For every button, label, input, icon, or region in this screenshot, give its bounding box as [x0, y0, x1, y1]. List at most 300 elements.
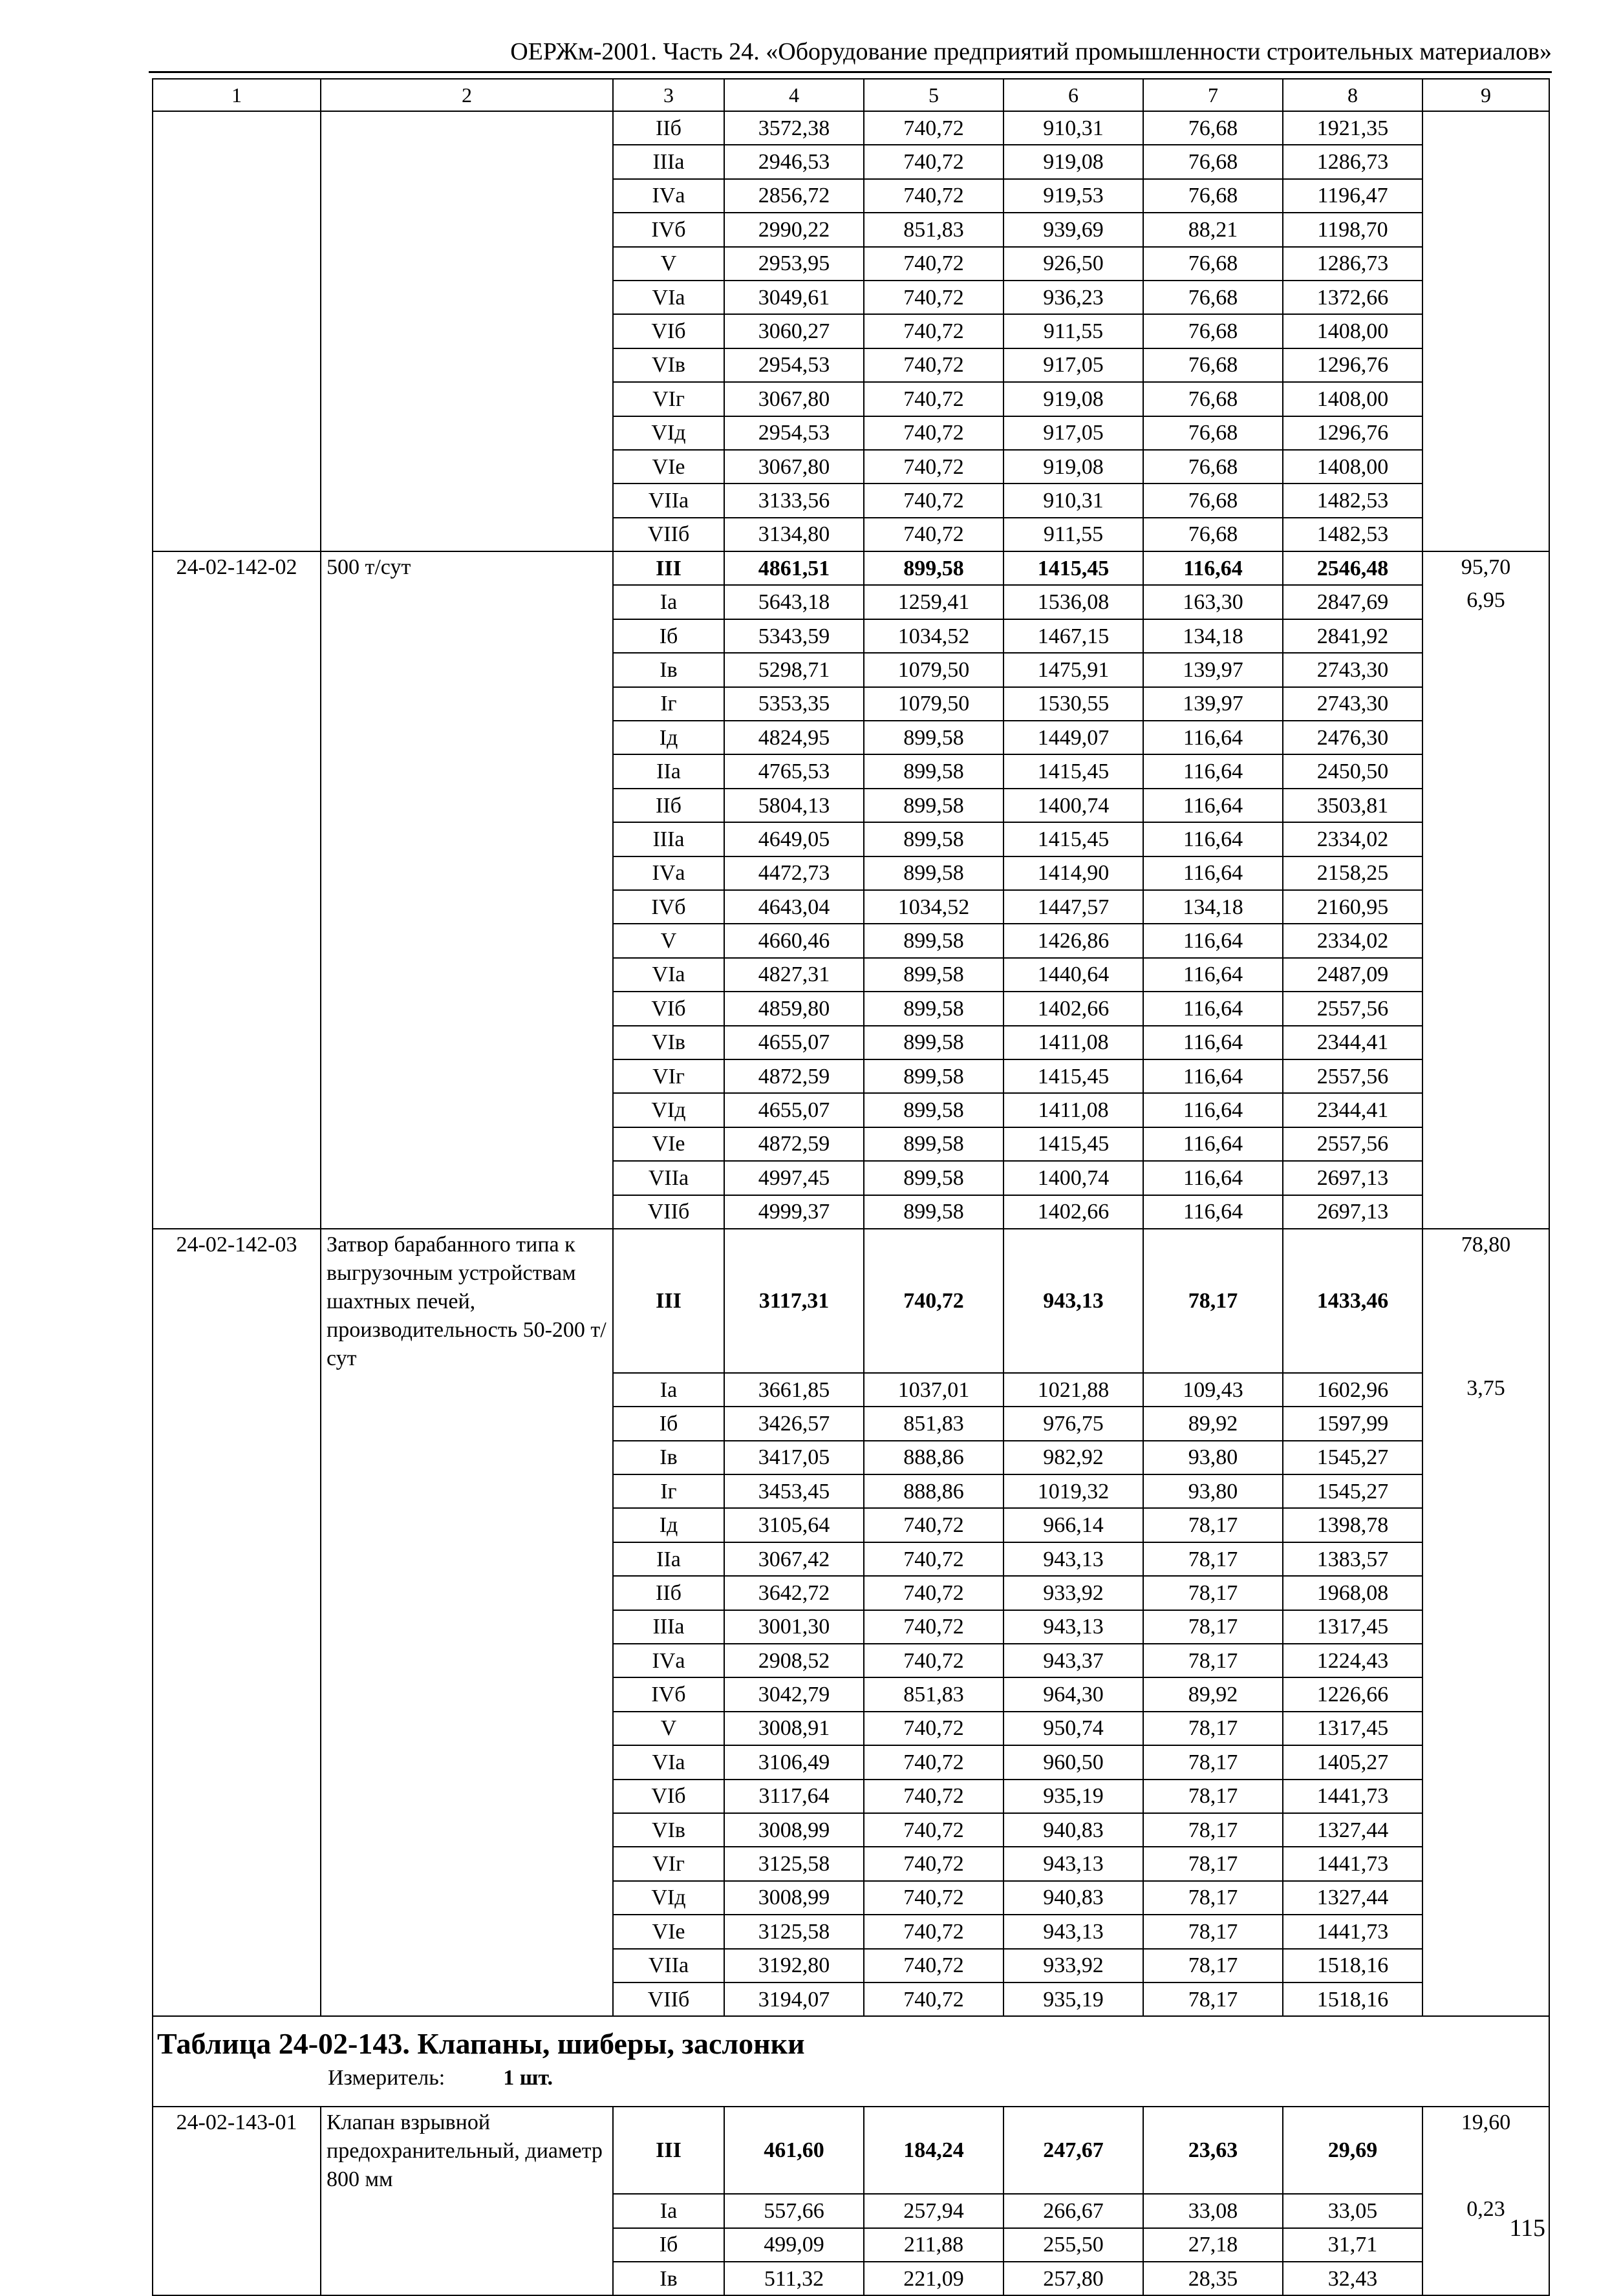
column-number-row: [153, 79, 1549, 111]
extra-cell: [1422, 1407, 1549, 1440]
value-cell: 1383,57: [1283, 1542, 1422, 1576]
value-cell: 3067,80: [724, 382, 864, 416]
zone-cell: VIа: [613, 1745, 724, 1779]
rate-name: [321, 789, 613, 822]
extra-cell: [1422, 1915, 1549, 1948]
value-cell: 899,58: [864, 789, 1004, 822]
value-cell: 116,64: [1143, 924, 1283, 957]
value-cell: 78,17: [1143, 1745, 1283, 1779]
rate-code: [153, 721, 321, 754]
table-row: [153, 1127, 1549, 1161]
rate-name: [321, 992, 613, 1025]
table-row: [153, 1407, 1549, 1440]
value-cell: 3042,79: [724, 1677, 864, 1711]
zone-cell: VIв: [613, 1026, 724, 1059]
value-cell: 740,72: [864, 1813, 1004, 1847]
value-cell: 2546,48: [1283, 551, 1422, 585]
value-cell: 1441,73: [1283, 1847, 1422, 1880]
value-cell: 2334,02: [1283, 822, 1422, 856]
value-cell: 950,74: [1004, 1712, 1143, 1745]
zone-cell: Iв: [613, 2262, 724, 2295]
value-cell: 163,30: [1143, 585, 1283, 619]
table-row: [153, 382, 1549, 416]
zone-cell: Iг: [613, 1474, 724, 1508]
value-cell: 899,58: [864, 1127, 1004, 1161]
value-cell: 1226,66: [1283, 1677, 1422, 1711]
value-cell: 1440,64: [1004, 958, 1143, 992]
zone-cell: IVб: [613, 213, 724, 246]
extra-cell: [1422, 518, 1549, 551]
value-cell: 740,72: [864, 1780, 1004, 1813]
value-cell: 5353,35: [724, 687, 864, 721]
value-cell: 1447,57: [1004, 890, 1143, 924]
rate-code: [153, 585, 321, 619]
value-cell: 78,17: [1143, 1982, 1283, 2016]
value-cell: 1079,50: [864, 687, 1004, 721]
rate-code: [153, 450, 321, 484]
value-cell: 1402,66: [1004, 992, 1143, 1025]
extra-cell: [1422, 281, 1549, 314]
value-cell: 76,68: [1143, 382, 1283, 416]
rate-code: [153, 145, 321, 178]
zone-cell: VIе: [613, 450, 724, 484]
rate-name: [321, 1127, 613, 1161]
value-cell: 740,72: [864, 1644, 1004, 1677]
rate-name: [321, 1059, 613, 1093]
extra-cell: [1422, 1093, 1549, 1127]
value-cell: 2856,72: [724, 179, 864, 213]
value-cell: 29,69: [1283, 2107, 1422, 2194]
value-cell: 1372,66: [1283, 281, 1422, 314]
rates-table: [152, 78, 1550, 2296]
value-cell: 740,72: [864, 1712, 1004, 1745]
value-cell: 1411,08: [1004, 1093, 1143, 1127]
value-cell: 4649,05: [724, 822, 864, 856]
rate-name: [321, 1881, 613, 1915]
value-cell: 116,64: [1143, 1093, 1283, 1127]
value-cell: 76,68: [1143, 145, 1283, 178]
rate-code: [153, 1093, 321, 1127]
table-row: [153, 450, 1549, 484]
extra-cell: [1422, 1576, 1549, 1610]
value-cell: 31,71: [1283, 2228, 1422, 2262]
value-cell: 899,58: [864, 992, 1004, 1025]
value-cell: 1441,73: [1283, 1780, 1422, 1813]
table-row: [153, 585, 1549, 619]
value-cell: 3117,64: [724, 1780, 864, 1813]
section-title: Таблица 24-02-143. Клапаны, шиберы, заслонки: [157, 2027, 805, 2061]
value-cell: 1408,00: [1283, 314, 1422, 348]
zone-cell: Iа: [613, 585, 724, 619]
zone-cell: VIа: [613, 958, 724, 992]
table-row: [153, 1610, 1549, 1644]
rate-code: [153, 1949, 321, 1982]
rate-code: [153, 653, 321, 686]
rate-name: [321, 585, 613, 619]
header-rule: [149, 71, 1552, 73]
value-cell: 1317,45: [1283, 1712, 1422, 1745]
rate-code: 24-02-142-02: [153, 551, 321, 585]
value-cell: 3067,42: [724, 1542, 864, 1576]
zone-cell: VIб: [613, 314, 724, 348]
rates-table-wrapper: [152, 78, 1549, 2296]
rate-name: [321, 1441, 613, 1474]
value-cell: 1079,50: [864, 653, 1004, 686]
value-cell: 899,58: [864, 1026, 1004, 1059]
value-cell: 257,80: [1004, 2262, 1143, 2295]
page-number: 115: [1509, 2215, 1545, 2242]
rate-code: [153, 1813, 321, 1847]
zone-cell: VIд: [613, 416, 724, 450]
value-cell: 511,32: [724, 2262, 864, 2295]
value-cell: 851,83: [864, 213, 1004, 246]
zone-cell: VIа: [613, 281, 724, 314]
table-row: [153, 721, 1549, 754]
value-cell: 1198,70: [1283, 213, 1422, 246]
value-cell: 851,83: [864, 1407, 1004, 1440]
table-row: [153, 1026, 1549, 1059]
rate-name: [321, 111, 613, 145]
rate-name: [321, 382, 613, 416]
zone-cell: Iг: [613, 687, 724, 721]
value-cell: 1327,44: [1283, 1813, 1422, 1847]
table-row: [153, 1745, 1549, 1779]
table-row: [153, 924, 1549, 957]
rate-code: [153, 1982, 321, 2016]
value-cell: 964,30: [1004, 1677, 1143, 1711]
rate-code: [153, 856, 321, 890]
table-row: [153, 314, 1549, 348]
zone-cell: IIа: [613, 1542, 724, 1576]
rate-code: [153, 2228, 321, 2262]
rate-name: [321, 281, 613, 314]
zone-cell: Iв: [613, 653, 724, 686]
value-cell: 2557,56: [1283, 992, 1422, 1025]
rate-code: [153, 1407, 321, 1440]
extra-cell: [1422, 145, 1549, 178]
value-cell: 184,24: [864, 2107, 1004, 2194]
rate-code: [153, 1881, 321, 1915]
table-row: [153, 1712, 1549, 1745]
table-row: [153, 1847, 1549, 1880]
value-cell: 1530,55: [1004, 687, 1143, 721]
value-cell: 3133,56: [724, 484, 864, 517]
value-cell: 2476,30: [1283, 721, 1422, 754]
value-cell: 888,86: [864, 1441, 1004, 1474]
extra-cell: [1422, 179, 1549, 213]
zone-cell: Iб: [613, 619, 724, 653]
value-cell: 5298,71: [724, 653, 864, 686]
rate-code: [153, 1644, 321, 1677]
value-cell: 899,58: [864, 721, 1004, 754]
extra-cell: [1422, 721, 1549, 754]
value-cell: 257,94: [864, 2194, 1004, 2227]
zone-cell: IVа: [613, 1644, 724, 1677]
rate-code: [153, 1847, 321, 1880]
value-cell: 78,17: [1143, 1780, 1283, 1813]
value-cell: 3417,05: [724, 1441, 864, 1474]
value-cell: 740,72: [864, 314, 1004, 348]
value-cell: 2743,30: [1283, 687, 1422, 721]
extra-cell: 19,60: [1422, 2107, 1549, 2194]
value-cell: 899,58: [864, 822, 1004, 856]
value-cell: 2334,02: [1283, 924, 1422, 957]
rate-code: [153, 1161, 321, 1195]
extra-cell: 6,95: [1422, 585, 1549, 619]
value-cell: 1921,35: [1283, 111, 1422, 145]
table-row: [153, 1474, 1549, 1508]
table-row: [153, 1644, 1549, 1677]
table-row: [153, 1195, 1549, 1229]
rate-name: [321, 856, 613, 890]
value-cell: 1037,01: [864, 1373, 1004, 1407]
value-cell: 1400,74: [1004, 1161, 1143, 1195]
table-row: [153, 1542, 1549, 1576]
zone-cell: VIг: [613, 1059, 724, 1093]
value-cell: 134,18: [1143, 890, 1283, 924]
value-cell: 116,64: [1143, 789, 1283, 822]
table-row: [153, 281, 1549, 314]
value-cell: 917,05: [1004, 348, 1143, 382]
value-cell: 926,50: [1004, 247, 1143, 281]
value-cell: 1414,90: [1004, 856, 1143, 890]
value-cell: 78,17: [1143, 1949, 1283, 1982]
table-row: [153, 1161, 1549, 1195]
column-number: 3: [613, 79, 724, 111]
value-cell: 4859,80: [724, 992, 864, 1025]
rate-code: [153, 687, 321, 721]
value-cell: 933,92: [1004, 1576, 1143, 1610]
rate-name: [321, 1610, 613, 1644]
value-cell: 851,83: [864, 1677, 1004, 1711]
value-cell: 93,80: [1143, 1474, 1283, 1508]
value-cell: 78,17: [1143, 1712, 1283, 1745]
value-cell: 1518,16: [1283, 1949, 1422, 1982]
value-cell: 935,19: [1004, 1780, 1143, 1813]
rate-name: [321, 213, 613, 246]
extra-cell: [1422, 314, 1549, 348]
rate-name: [321, 1982, 613, 2016]
table-row: [153, 653, 1549, 686]
value-cell: 740,72: [864, 1542, 1004, 1576]
value-cell: 33,05: [1283, 2194, 1422, 2227]
value-cell: 740,72: [864, 1229, 1004, 1373]
rate-code: [153, 890, 321, 924]
rate-code: [153, 754, 321, 788]
value-cell: 211,88: [864, 2228, 1004, 2262]
value-cell: 2946,53: [724, 145, 864, 178]
value-cell: 76,68: [1143, 247, 1283, 281]
value-cell: 1415,45: [1004, 551, 1143, 585]
table-row: [153, 2262, 1549, 2295]
value-cell: 116,64: [1143, 992, 1283, 1025]
extra-cell: [1422, 1059, 1549, 1093]
table-row: [153, 1229, 1549, 1373]
value-cell: 1408,00: [1283, 382, 1422, 416]
value-cell: 740,72: [864, 281, 1004, 314]
zone-cell: VIIа: [613, 484, 724, 517]
table-row: [153, 247, 1549, 281]
value-cell: 4655,07: [724, 1026, 864, 1059]
zone-cell: VIб: [613, 992, 724, 1025]
zone-cell: VIIа: [613, 1161, 724, 1195]
extra-cell: [1422, 856, 1549, 890]
rate-name: [321, 1915, 613, 1948]
zone-cell: Iа: [613, 1373, 724, 1407]
value-cell: 740,72: [864, 450, 1004, 484]
table-row: [153, 484, 1549, 517]
value-cell: 2160,95: [1283, 890, 1422, 924]
value-cell: 917,05: [1004, 416, 1143, 450]
value-cell: 1411,08: [1004, 1026, 1143, 1059]
table-row: [153, 518, 1549, 551]
extra-cell: [1422, 754, 1549, 788]
rate-code: [153, 1915, 321, 1948]
table-row: [153, 179, 1549, 213]
value-cell: 116,64: [1143, 721, 1283, 754]
section-header: [153, 2016, 1549, 2107]
rate-code: [153, 1780, 321, 1813]
rate-code: [153, 281, 321, 314]
value-cell: 740,72: [864, 247, 1004, 281]
value-cell: 1286,73: [1283, 247, 1422, 281]
rate-code: [153, 111, 321, 145]
extra-cell: [1422, 1813, 1549, 1847]
rate-code: [153, 1195, 321, 1229]
rate-name: [321, 2194, 613, 2227]
value-cell: 899,58: [864, 958, 1004, 992]
value-cell: 740,72: [864, 484, 1004, 517]
value-cell: 3134,80: [724, 518, 864, 551]
value-cell: 1602,96: [1283, 1373, 1422, 1407]
value-cell: 109,43: [1143, 1373, 1283, 1407]
value-cell: 1475,91: [1004, 653, 1143, 686]
extra-cell: [1422, 1474, 1549, 1508]
value-cell: 3067,80: [724, 450, 864, 484]
rate-code: [153, 1576, 321, 1610]
rate-name: [321, 1949, 613, 1982]
zone-cell: VIд: [613, 1881, 724, 1915]
table-row: [153, 1677, 1549, 1711]
table-row: [153, 416, 1549, 450]
value-cell: 910,31: [1004, 111, 1143, 145]
rate-code: [153, 382, 321, 416]
column-number: 4: [724, 79, 864, 111]
value-cell: 1021,88: [1004, 1373, 1143, 1407]
extra-cell: [1422, 1542, 1549, 1576]
zone-cell: Iв: [613, 1441, 724, 1474]
extra-cell: [1422, 1127, 1549, 1161]
value-cell: 1400,74: [1004, 789, 1143, 822]
value-cell: 2697,13: [1283, 1195, 1422, 1229]
value-cell: 1408,00: [1283, 450, 1422, 484]
rate-code: [153, 484, 321, 517]
table-row: [153, 856, 1549, 890]
value-cell: 88,21: [1143, 213, 1283, 246]
value-cell: 1415,45: [1004, 1127, 1143, 1161]
value-cell: 5804,13: [724, 789, 864, 822]
value-cell: 266,67: [1004, 2194, 1143, 2227]
value-cell: 76,68: [1143, 179, 1283, 213]
zone-cell: VIе: [613, 1915, 724, 1948]
value-cell: 740,72: [864, 179, 1004, 213]
zone-cell: VIг: [613, 382, 724, 416]
value-cell: 3001,30: [724, 1610, 864, 1644]
rate-code: [153, 179, 321, 213]
value-cell: 247,67: [1004, 2107, 1143, 2194]
value-cell: 76,68: [1143, 281, 1283, 314]
value-cell: 740,72: [864, 416, 1004, 450]
value-cell: 1597,99: [1283, 1407, 1422, 1440]
zone-cell: Iб: [613, 1407, 724, 1440]
value-cell: 4827,31: [724, 958, 864, 992]
table-row: [153, 1780, 1549, 1813]
rate-code: [153, 992, 321, 1025]
table-row: [153, 2107, 1549, 2194]
extra-cell: [1422, 1949, 1549, 1982]
value-cell: 3661,85: [724, 1373, 864, 1407]
rate-code: [153, 348, 321, 382]
value-cell: 2908,52: [724, 1644, 864, 1677]
value-cell: 116,64: [1143, 551, 1283, 585]
value-cell: 221,09: [864, 2262, 1004, 2295]
extra-cell: [1422, 111, 1549, 145]
extra-cell: [1422, 1026, 1549, 1059]
table-row: [153, 1915, 1549, 1948]
zone-cell: VIIа: [613, 1949, 724, 1982]
rate-code: [153, 416, 321, 450]
rate-code: 24-02-143-01: [153, 2107, 321, 2194]
extra-cell: [1422, 1508, 1549, 1542]
value-cell: 911,55: [1004, 314, 1143, 348]
rate-name: [321, 1195, 613, 1229]
value-cell: 1415,45: [1004, 1059, 1143, 1093]
rate-code: [153, 822, 321, 856]
rate-code: [153, 1127, 321, 1161]
value-cell: 3572,38: [724, 111, 864, 145]
extra-cell: [1422, 348, 1549, 382]
extra-cell: [1422, 653, 1549, 686]
value-cell: 89,92: [1143, 1677, 1283, 1711]
rate-name: [321, 314, 613, 348]
rate-name: [321, 822, 613, 856]
extra-cell: [1422, 1745, 1549, 1779]
rate-code: [153, 1745, 321, 1779]
value-cell: 919,08: [1004, 382, 1143, 416]
rate-name: [321, 1644, 613, 1677]
value-cell: 116,64: [1143, 1161, 1283, 1195]
value-cell: 2847,69: [1283, 585, 1422, 619]
value-cell: 1482,53: [1283, 484, 1422, 517]
rate-name: [321, 890, 613, 924]
extra-cell: 95,70: [1422, 551, 1549, 585]
rate-name: [321, 687, 613, 721]
column-number: 8: [1283, 79, 1422, 111]
value-cell: 740,72: [864, 1949, 1004, 1982]
rate-code: [153, 1712, 321, 1745]
value-cell: 76,68: [1143, 450, 1283, 484]
value-cell: 899,58: [864, 1059, 1004, 1093]
zone-cell: V: [613, 1712, 724, 1745]
rate-name: [321, 2262, 613, 2295]
value-cell: 4872,59: [724, 1127, 864, 1161]
value-cell: 76,68: [1143, 416, 1283, 450]
column-number: 1: [153, 79, 321, 111]
value-cell: 116,64: [1143, 1195, 1283, 1229]
table-row: [153, 1093, 1549, 1127]
rate-code: [153, 1677, 321, 1711]
rate-name: [321, 518, 613, 551]
